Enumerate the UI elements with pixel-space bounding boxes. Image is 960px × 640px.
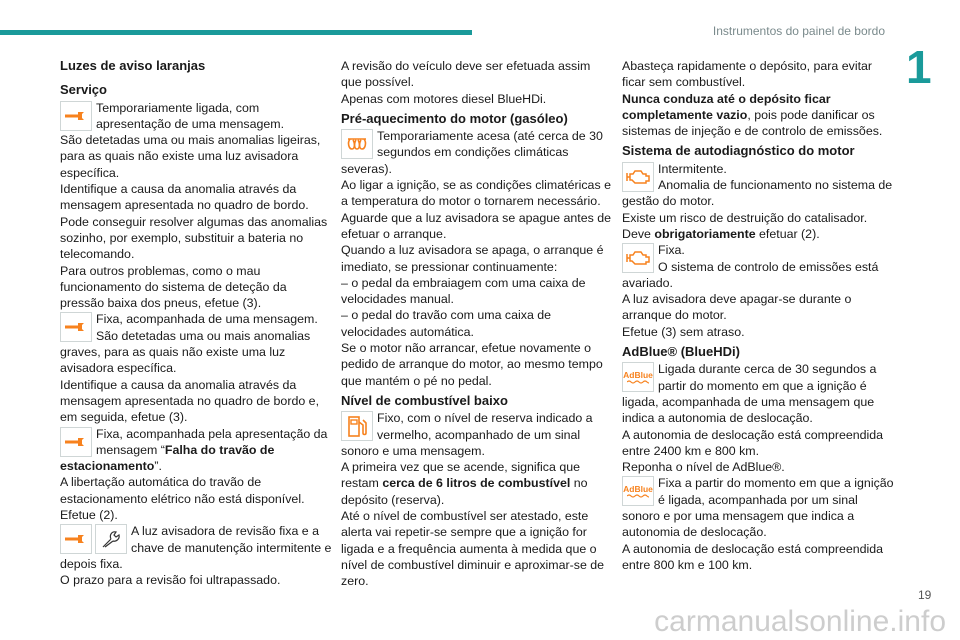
warning-light-icons <box>341 411 373 441</box>
paragraph <box>622 459 894 475</box>
body-text: Fixa, acompanhada pela apresentação da mensagem “ <box>96 426 328 457</box>
warning-light-icons <box>622 162 654 192</box>
body-text: Temporariamente ligada, com apresentação de uma mensagem. <box>96 100 285 131</box>
engine-icon <box>622 243 654 273</box>
paragraph <box>341 177 613 210</box>
paragraph <box>622 91 894 140</box>
adblue-icon-label: AdBlue <box>623 484 653 495</box>
paragraph <box>60 377 332 426</box>
warning-light-entry <box>341 410 613 459</box>
warning-light-entry <box>60 100 332 133</box>
warning-light-icons <box>341 129 373 159</box>
wrench-icon <box>60 427 92 457</box>
body-text: Fixa a partir do momento em que a ignição é ligada, acompanhada por um sinal sonoro e por uma mensagem que indica a autonomia de deslocação. <box>622 476 894 540</box>
body-text: Ligada durante cerca de 30 segundos a partir do momento em que a ignição é ligada, acompanhada de uma mensagem que indica a autonomia de deslocação. <box>622 362 877 426</box>
paragraph <box>60 507 332 523</box>
body-text: A libertação automática do travão de estacionamento elétrico não está disponível. <box>60 475 305 506</box>
page-number: 19 <box>918 588 932 602</box>
warning-light-entry <box>622 361 894 426</box>
emphasis-text: Nunca conduza até o depósito ficar completamente vazio <box>622 91 831 122</box>
body-text: – o pedal do travão com uma caixa de velocidades automática. <box>341 308 552 339</box>
body-text: Pode conseguir resolver algumas das anomalias sozinho, por exemplo, substituir a bateria no telecomando. <box>60 214 328 262</box>
wrench-icon <box>60 101 92 131</box>
body-text: Fixo, com o nível de reserva indicado a vermelho, acompanhado de um sinal sonoro e uma mensagem. <box>341 411 593 458</box>
body-text: São detetadas uma ou mais anomalias ligeiras, para as quais não existe uma luz avisadora específica. <box>60 133 321 180</box>
body-text: ”. <box>154 459 162 474</box>
warning-light-icons <box>60 427 92 457</box>
running-head: Instrumentos do painel de bordo <box>712 24 885 38</box>
body-text: Intermitente. <box>658 161 727 176</box>
wrench-icon <box>60 524 92 554</box>
paragraph <box>341 242 613 275</box>
paragraph <box>60 132 332 181</box>
body-text: Ao ligar a ignição, se as condições climatéricas e a temperatura do motor o tornarem necessário. <box>341 178 611 209</box>
body-text: efetuar (2). <box>755 226 820 241</box>
body-text: Aguarde que a luz avisadora se apague antes de efetuar o arranque. <box>341 210 612 241</box>
body-text: Existe um risco de destruição do catalisador. <box>622 210 868 225</box>
body-text: Reponha o nível de AdBlue®. <box>622 460 785 475</box>
emphasis-text: obrigatoriamente <box>654 226 756 241</box>
paragraph <box>60 214 332 263</box>
warning-light-entry <box>622 475 894 540</box>
paragraph <box>341 58 613 91</box>
paragraph <box>341 210 613 243</box>
paragraph <box>622 291 894 324</box>
body-text: A autonomia de deslocação está compreendida entre 800 km e 100 km. <box>622 541 884 572</box>
body-text: – o pedal da embraiagem com uma caixa de velocidades manual. <box>341 275 586 307</box>
body-text: Apenas com motores diesel BlueHDi. <box>341 91 547 106</box>
paragraph <box>622 226 894 242</box>
body-text: Abasteça rapidamente o depósito, para evitar ficar sem combustível. <box>622 59 873 90</box>
warning-light-entry <box>622 242 894 291</box>
paragraph <box>622 324 894 340</box>
paragraph <box>341 91 613 107</box>
subsection-title: Sistema de autodiagnóstico do motor <box>622 143 855 159</box>
paragraph <box>622 58 894 91</box>
paragraph <box>622 427 894 460</box>
paragraph <box>622 541 894 574</box>
body-text: Anomalia de funcionamento no sistema de gestão do motor. <box>622 178 893 209</box>
warning-light-icons <box>60 312 92 342</box>
glow-plug-icon <box>341 129 373 159</box>
service-key-icon <box>95 524 127 554</box>
body-text: O sistema de controlo de emissões está avariado. <box>622 259 879 290</box>
body-text: A primeira vez que se acende, significa que restam <box>341 460 581 491</box>
body-text: Até o nível de combustível ser atestado, este alerta vai repetir-se sempre que a ignição for ligada e a frequência aumenta à medida que o nível de combustível diminuir e aproximar-se de zero. <box>341 509 605 589</box>
body-text: A luz avisadora de revisão fixa e a chave de manutenção intermitente e depois fixa. <box>60 524 332 571</box>
warning-light-entry <box>60 311 332 376</box>
warning-light-icons <box>622 476 654 506</box>
emphasis-text: Falha do travão de estacionamento <box>60 442 275 474</box>
body-text: O prazo para a revisão foi ultrapassado. <box>60 573 281 588</box>
body-text: , pois pode danificar os sistemas de injeção e de controlo de emissões. <box>622 107 883 139</box>
body-text: Efetue (3) sem atraso. <box>622 324 745 339</box>
body-text: Efetue (2). <box>60 508 118 523</box>
warning-light-icons <box>622 362 654 392</box>
subsection-title: AdBlue® (BlueHDi) <box>622 344 740 360</box>
adblue-icon-label: AdBlue <box>623 370 653 381</box>
column-1 <box>60 58 332 589</box>
emphasis-text: cerca de 6 litros de combustível <box>382 476 571 491</box>
wrench-icon <box>60 312 92 342</box>
body-text: Temporariamente acesa (até cerca de 30 segundos em condições climáticas severas). <box>341 129 603 176</box>
paragraph <box>60 181 332 214</box>
body-text: Deve <box>622 226 655 241</box>
body-text: A autonomia de deslocação está compreendida entre 2400 km e 800 km. <box>622 427 884 458</box>
warning-light-entry <box>60 523 332 572</box>
body-text: Identifique a causa da anomalia através da mensagem apresentada no quadro de bordo. <box>60 182 309 213</box>
subsection-title: Serviço <box>60 82 107 98</box>
paragraph <box>60 572 332 588</box>
warning-light-icons <box>622 243 654 273</box>
body-text: no depósito (reserva). <box>341 476 588 507</box>
watermark: carmanualsonline.info <box>654 605 946 638</box>
warning-light-entry <box>341 128 613 177</box>
column-2 <box>341 58 613 590</box>
adblue-icon <box>622 362 654 392</box>
warning-light-icons <box>60 101 92 131</box>
subsection-title: Nível de combustível baixo <box>341 392 508 408</box>
body-text: Identifique a causa da anomalia através da mensagem apresentada no quadro de bordo e, em seguida, efetue (3). <box>60 377 320 425</box>
body-text: A revisão do veículo deve ser efetuada assim que possível. <box>341 59 591 90</box>
body-text: Se o motor não arrancar, efetue novamente o pedido de arranque do motor, ao mesmo tempo que mantém o pé no pedal. <box>341 341 603 388</box>
warning-light-icons <box>60 524 127 554</box>
body-text: A luz avisadora deve apagar-se durante o arranque do motor. <box>622 292 852 323</box>
subsection-title: Pré-aquecimento do motor (gasóleo) <box>341 110 568 126</box>
body-text: Para outros problemas, como o mau funcionamento do sistema de deteção da pressão baixa dos pneus, efetue (3). <box>60 263 287 311</box>
paragraph <box>341 340 613 389</box>
warning-light-entry <box>622 161 894 210</box>
column-3 <box>622 58 894 573</box>
paragraph <box>341 508 613 589</box>
adblue-icon <box>622 476 654 506</box>
paragraph <box>341 459 613 508</box>
section-title: Luzes de aviso laranjas <box>60 58 206 73</box>
engine-icon <box>622 162 654 192</box>
paragraph <box>622 210 894 226</box>
paragraph <box>60 474 332 507</box>
chapter-number: 1 <box>906 41 932 93</box>
body-text: Quando a luz avisadora se apaga, o arranque é imediato, se pressionar continuamente: <box>341 243 604 274</box>
paragraph <box>341 307 613 340</box>
paragraph <box>341 275 613 308</box>
body-text: Fixa. <box>658 243 685 258</box>
paragraph <box>60 263 332 312</box>
fuel-pump-icon <box>341 411 373 441</box>
warning-light-entry <box>60 426 332 475</box>
header-accent-bar <box>0 30 472 35</box>
body-text: Fixa, acompanhada de uma mensagem. São detetadas uma ou mais anomalias graves, para as quais não existe uma luz avisadora específica. <box>60 312 318 376</box>
